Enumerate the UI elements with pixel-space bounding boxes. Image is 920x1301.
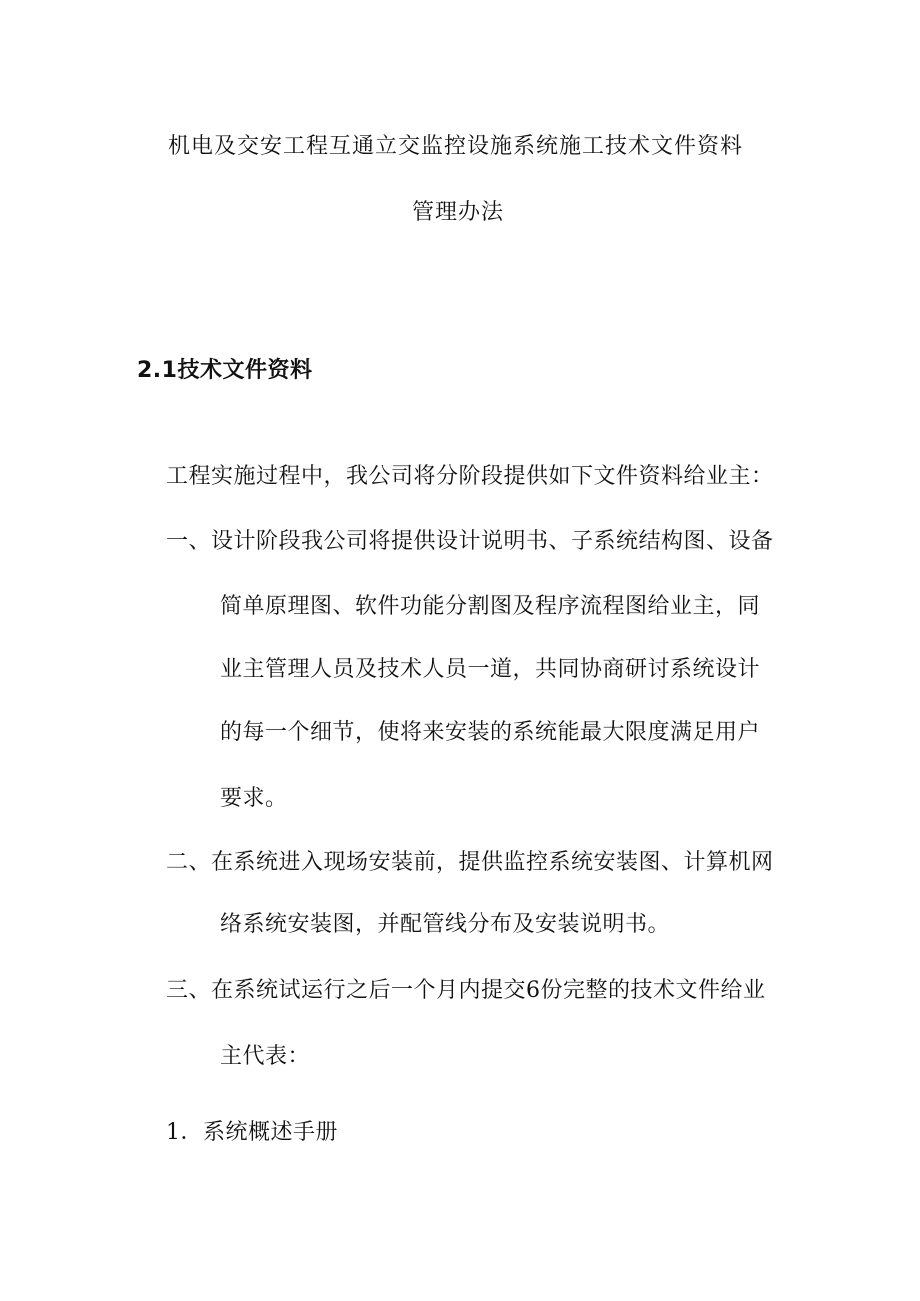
item-2-line-1: 二、在系统进入现场安装前，提供监控系统安装图、计算机网 [166, 850, 774, 875]
item-3-line-1: 三、在系统试运行之后一个月内提交6份完整的技术文件给业 [166, 978, 766, 1003]
section-heading: 2.1技术文件资料 [137, 358, 313, 383]
item-1-line-4: 的每一个细节，使将来安装的系统能最大限度满足用户 [220, 720, 761, 745]
item-1-line-5: 要求。 [220, 786, 288, 811]
item-1-line-3: 业主管理人员及技术人员一道，共同协商研讨系统设计 [220, 657, 761, 682]
item-3-line-2: 主代表： [220, 1044, 311, 1069]
document-title-line-2: 管理办法 [412, 200, 505, 225]
document-title-line-1: 机电及交安工程互通立交监控设施系统施工技术文件资料 [168, 134, 744, 159]
intro-paragraph: 工程实施过程中，我公司将分阶段提供如下文件资料给业主： [166, 464, 774, 489]
item-1-line-2: 简单原理图、软件功能分割图及程序流程图给业主，同 [220, 594, 761, 619]
item-2-line-2: 络系统安装图，并配管线分布及安装说明书。 [220, 912, 671, 937]
sub-item-1: 1．系统概述手册 [166, 1120, 338, 1145]
item-1-line-1: 一、设计阶段我公司将提供设计说明书、子系统结构图、设备 [166, 529, 774, 554]
